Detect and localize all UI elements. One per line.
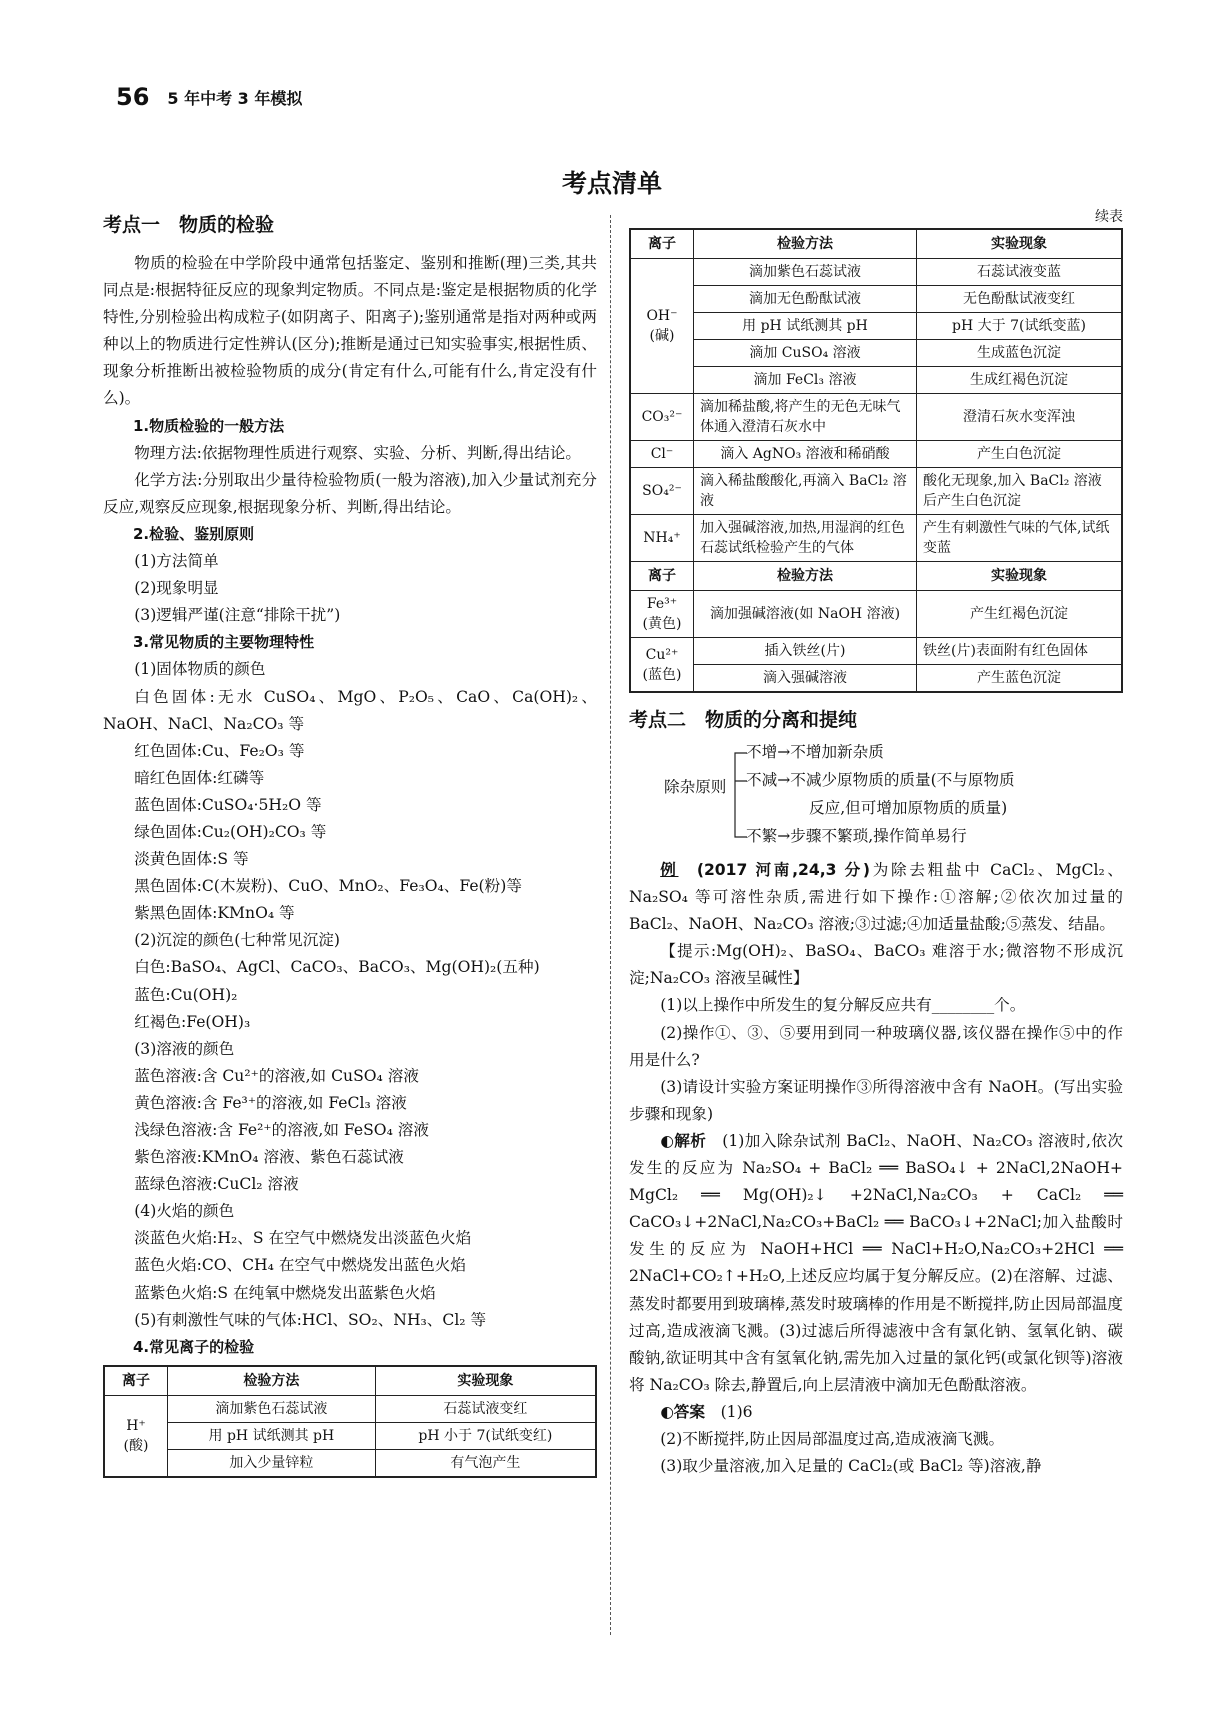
table-row [630, 340, 1122, 367]
light-blue-flame: 淡蓝色火焰:H₂、S 在空气中燃烧发出淡蓝色火焰 [134, 1229, 472, 1248]
method-cell: 滴加紫色石蕊试液 [694, 259, 917, 286]
method-cell: 加入少量锌粒 [168, 1449, 376, 1477]
method-cell: 滴入稀盐酸酸化,再滴入 BaCl₂ 溶液 [694, 468, 917, 515]
analysis-text: (1)加入除杂试剂 BaCl₂、NaOH、Na₂CO₃ 溶液时,依次发生的反应为 Na₂SO₄ + BaCl₂ ══ BaSO₄↓ + 2NaCl,2NaOH+ MgCl₂ ══ Mg(OH)₂↓ +2NaCl,Na₂CO₃ + CaCl₂ ══ CaCO₃↓+2NaCl,Na₂CO₃+BaCl₂ ══ BaCO₃↓+2NaCl;加入盐酸时发生的反应为 NaOH+HCl ══ NaCl+H₂O,Na₂CO₃+2HCl ══ 2NaCl+CO₂↑+H₂O,上述反应均属于复分解反应。(2)在溶解、过滤、蒸发时都要用到玻璃棒,蒸发时玻璃棒的作用是不断搅拌,防止因局部温度过高,造成液滴飞溅。(3)过滤后所得滤液中含有氯化钠、氢氧化钠、碳酸钠,欲证明其中含有氢氧化钠,需先加入过量的氯化钙(或氯化钡等)溶液将 Na₂CO₃ 除去,静置后,向上层清液中滴加无色酚酞溶液。 [629, 1131, 1124, 1394]
result-cell: 生成红褐色沉淀 [917, 367, 1123, 394]
col-header-ion: 离子 [630, 229, 694, 259]
answer-1-text: (1)6 [720, 1402, 753, 1421]
blue-solution: 蓝色溶液:含 Cu²⁺的溶液,如 CuSO₄ 溶液 [134, 1066, 419, 1085]
precipitate-color-title: (2)沉淀的颜色(七种常见沉淀) [134, 931, 340, 950]
ion-cu: Cu²⁺ [645, 646, 679, 663]
result-cell: pH 大于 7(试纸变蓝) [917, 313, 1123, 340]
blue-purple-flame: 蓝紫色火焰:S 在纯氧中燃烧发出蓝紫色火焰 [134, 1283, 436, 1302]
result-cell: 石蕊试液变红 [375, 1395, 596, 1422]
result-cell: 石蕊试液变蓝 [917, 259, 1123, 286]
table-row [630, 638, 1122, 665]
intro-paragraph: 物质的检验在中学阶段中通常包括鉴定、鉴别和推断(理)三类,其共同点是:根据特征反应的现象判定物质。不同点是:鉴定是根据物质的化学特性,分别检验出构成粒子(如阴离子、阳离子);鉴别通常是指对两种或两种以上的物质进行定性辨认(区分);推断是通过已知实验事实,根据性质、现象分析推断出被检验物质的成分(肯定有什么,可能有什么,肯定没有什么)。 [103, 254, 597, 408]
blue-green-solution: 蓝绿色溶液:CuCl₂ 溶液 [134, 1175, 299, 1194]
method-cell: 滴加 FeCl₃ 溶液 [694, 367, 917, 394]
table-header-row [104, 1366, 596, 1396]
blue-precipitate: 蓝色:Cu(OH)₂ [134, 985, 238, 1004]
ion-cell-cu [630, 638, 694, 693]
answer-label: ◐答案 [660, 1402, 705, 1421]
section-title-2: 考点二 物质的分离和提纯 [629, 709, 858, 731]
method-cell: 滴加紫色石蕊试液 [168, 1395, 376, 1422]
question-2: (2)操作①、③、⑤要用到同一种玻璃仪器,该仪器在操作⑤中的作用是什么? [629, 1023, 1123, 1069]
heading-principles: 2.检验、鉴别原则 [133, 524, 255, 543]
yellow-solid: 淡黄色固体:S 等 [134, 850, 249, 869]
answer-1 [629, 1399, 1123, 1426]
yellow-solution: 黄色溶液:含 Fe³⁺的溶液,如 FeCl₃ 溶液 [134, 1093, 407, 1112]
result-cell: 生成蓝色沉淀 [917, 340, 1123, 367]
left-column [103, 210, 597, 1478]
table-row [630, 665, 1122, 693]
red-brown-precipitate: 红褐色:Fe(OH)₃ [134, 1012, 251, 1031]
principle-1: (1)方法简单 [134, 552, 219, 571]
purple-black-solid: 紫黑色固体:KMnO₄ 等 [134, 904, 295, 923]
analysis [629, 1128, 1123, 1399]
col-header-method: 检验方法 [694, 562, 917, 591]
example-question [629, 857, 1123, 938]
ion-cell-h [104, 1395, 168, 1477]
example-text: 为除去粗盐中 CaCl₂、MgCl₂、Na₂SO₄ 等可溶性杂质,需进行如下操作:①溶解;②依次加过量的 BaCl₂、NaOH、Na₂CO₃ 溶液;③过滤;④加适量盐酸;⑤蒸发、结晶。 [629, 861, 1123, 934]
result-cell: 产生白色沉淀 [917, 441, 1123, 468]
ion-co3: CO₃²⁻ [630, 394, 694, 441]
flame-color-title: (4)火焰的颜色 [134, 1202, 235, 1221]
result-cell: 有气泡产生 [375, 1449, 596, 1477]
table-row [630, 259, 1122, 286]
example-source: (2017 河南,24,3 分) [696, 861, 871, 879]
ion-cl: Cl⁻ [630, 441, 694, 468]
purification-principles [629, 739, 1123, 851]
table-row [630, 591, 1122, 638]
table-header-row [630, 229, 1122, 259]
running-header [116, 82, 302, 112]
result-cell: 澄清石灰水变浑浊 [917, 394, 1123, 441]
analysis-label: ◐解析 [660, 1131, 707, 1150]
principle-label: 除杂原则 [664, 778, 727, 796]
method-cell: 滴加无色酚酞试液 [694, 286, 917, 313]
purple-solution: 紫色溶液:KMnO₄ 溶液、紫色石蕊试液 [134, 1148, 404, 1167]
result-cell: 酸化无现象,加入 BaCl₂ 溶液后产生白色沉淀 [917, 468, 1123, 515]
example-hint: 【提示:Mg(OH)₂、BaSO₄、BaCO₃ 难溶于水;微溶物不形成沉淀;Na₂CO₃ 溶液呈碱性】 [629, 942, 1123, 988]
ion-so4: SO₄²⁻ [630, 468, 694, 515]
solid-color-title: (1)固体物质的颜色 [134, 660, 266, 679]
principle-simple: 不繁→步骤不繁琐,操作简单易行 [746, 827, 967, 845]
col-header-method: 检验方法 [694, 229, 917, 259]
black-solid: 黑色固体:C(木炭粉)、CuO、MnO₂、Fe₃O₄、Fe(粉)等 [134, 877, 522, 896]
white-precipitate: 白色:BaSO₄、AgCl、CaCO₃、BaCO₃、Mg(OH)₂(五种) [134, 958, 540, 977]
method-cell: 滴加稀盐酸,将产生的无色无味气体通入澄清石灰水中 [694, 394, 917, 441]
ion-cu-note: (蓝色) [642, 666, 682, 683]
solution-color-title: (3)溶液的颜色 [134, 1039, 235, 1058]
heading-physical-properties: 3.常见物质的主要物理特性 [133, 633, 315, 652]
ion-cell-oh [630, 259, 694, 394]
ion-fe: Fe³⁺ [646, 596, 678, 612]
ion-oh-note: (碱) [649, 328, 675, 344]
col-header-method: 检验方法 [168, 1366, 376, 1396]
table-row [104, 1422, 596, 1449]
result-cell: 产生红褐色沉淀 [917, 591, 1123, 638]
book-title: 5 年中考 3 年模拟 [167, 88, 303, 108]
ion-fe-note: (黄色) [642, 616, 682, 632]
method-cell: 用 pH 试纸测其 pH [694, 313, 917, 340]
result-cell: 无色酚酞试液变红 [917, 286, 1123, 313]
table-row [630, 367, 1122, 394]
col-header-ion: 离子 [104, 1366, 168, 1396]
ion-test-table-right [629, 228, 1123, 693]
physical-method: 物理方法:依据物理性质进行观察、实验、分析、判断,得出结论。 [134, 443, 582, 462]
table-row [630, 394, 1122, 441]
principle-no-reduce: 不减→不减少原物质的质量(不与原物质 [746, 771, 1015, 789]
principle-no-reduce-cont: 反应,但可增加原物质的质量) [809, 799, 1008, 817]
column-divider [610, 215, 611, 1635]
method-cell: 滴加 CuSO₄ 溶液 [694, 340, 917, 367]
table-row [630, 468, 1122, 515]
result-cell: 产生蓝色沉淀 [917, 665, 1123, 693]
method-cell: 滴加强碱溶液(如 NaOH 溶液) [694, 591, 917, 638]
red-solid: 红色固体:Cu、Fe₂O₃ 等 [134, 741, 305, 760]
ion-cell-fe [630, 591, 694, 638]
blue-flame: 蓝色火焰:CO、CH₄ 在空气中燃烧发出蓝色火焰 [134, 1256, 466, 1275]
table-row [104, 1449, 596, 1477]
right-column [629, 210, 1123, 1480]
principle-3: (3)逻辑严谨(注意“排除干扰”) [134, 606, 341, 625]
page-title: 考点清单 [561, 169, 662, 198]
chemical-method: 化学方法:分别取出少量待检验物质(一般为溶液),加入少量试剂充分反应,观察反应现象,根据现象分析、判断,得出结论。 [103, 470, 597, 516]
table-row [630, 286, 1122, 313]
ion-h: H⁺ [126, 1417, 146, 1434]
table-row [630, 515, 1122, 562]
light-green-solution: 浅绿色溶液:含 Fe²⁺的溶液,如 FeSO₄ 溶液 [134, 1121, 429, 1139]
result-cell: 铁丝(片)表面附有红色固体 [917, 638, 1123, 665]
heading-general-method: 1.物质检验的一般方法 [133, 416, 285, 435]
table-header-row [630, 562, 1122, 591]
method-cell: 加入强碱溶液,加热,用湿润的红色石蕊试纸检验产生的气体 [694, 515, 917, 562]
method-cell: 滴入 AgNO₃ 溶液和稀硝酸 [694, 441, 917, 468]
principle-no-add: 不增→不增加新杂质 [746, 743, 884, 761]
blue-solid: 蓝色固体:CuSO₄·5H₂O 等 [134, 795, 322, 814]
ion-oh: OH⁻ [646, 308, 678, 324]
method-cell: 用 pH 试纸测其 pH [168, 1422, 376, 1449]
table-row [630, 313, 1122, 340]
section-title-1: 考点一 物质的检验 [103, 214, 275, 236]
dark-red-solid: 暗红色固体:红磷等 [134, 768, 265, 787]
white-solid: 白色固体:无水 CuSO₄、MgO、P₂O₅、CaO、Ca(OH)₂、NaOH、NaCl、Na₂CO₃ 等 [103, 687, 597, 733]
result-cell: pH 小于 7(试纸变红) [375, 1422, 596, 1449]
heading-ion-test: 4.常见离子的检验 [133, 1337, 255, 1356]
table-row [104, 1395, 596, 1422]
green-solid: 绿色固体:Cu₂(OH)₂CO₃ 等 [134, 822, 327, 841]
principle-2: (2)现象明显 [134, 579, 219, 598]
result-cell: 产生有刺激性气味的气体,试纸变蓝 [917, 515, 1123, 562]
table-row [630, 441, 1122, 468]
method-cell: 滴入强碱溶液 [694, 665, 917, 693]
example-label: 例 [660, 861, 679, 879]
ion-h-note: (酸) [123, 1437, 149, 1454]
question-1: (1)以上操作中所发生的复分解反应共有________个。 [660, 996, 1026, 1015]
ion-nh4: NH₄⁺ [630, 515, 694, 562]
answer-3: (3)取少量溶液,加入足量的 CaCl₂(或 BaCl₂ 等)溶液,静 [660, 1457, 1042, 1476]
col-header-result: 实验现象 [375, 1366, 596, 1396]
method-cell: 插入铁丝(片) [694, 638, 917, 665]
col-header-result: 实验现象 [917, 562, 1123, 591]
page-number: 56 [116, 83, 150, 111]
table-continued-label: 续表 [1095, 209, 1123, 225]
col-header-ion: 离子 [630, 562, 694, 591]
question-3: (3)请设计实验方案证明操作③所得溶液中含有 NaOH。(写出实验步骤和现象) [629, 1077, 1123, 1123]
pungent-gases: (5)有刺激性气味的气体:HCl、SO₂、NH₃、Cl₂ 等 [134, 1310, 487, 1329]
col-header-result: 实验现象 [917, 229, 1123, 259]
answer-2: (2)不断搅拌,防止因局部温度过高,造成液滴飞溅。 [660, 1429, 1005, 1448]
ion-test-table-left [103, 1365, 597, 1478]
